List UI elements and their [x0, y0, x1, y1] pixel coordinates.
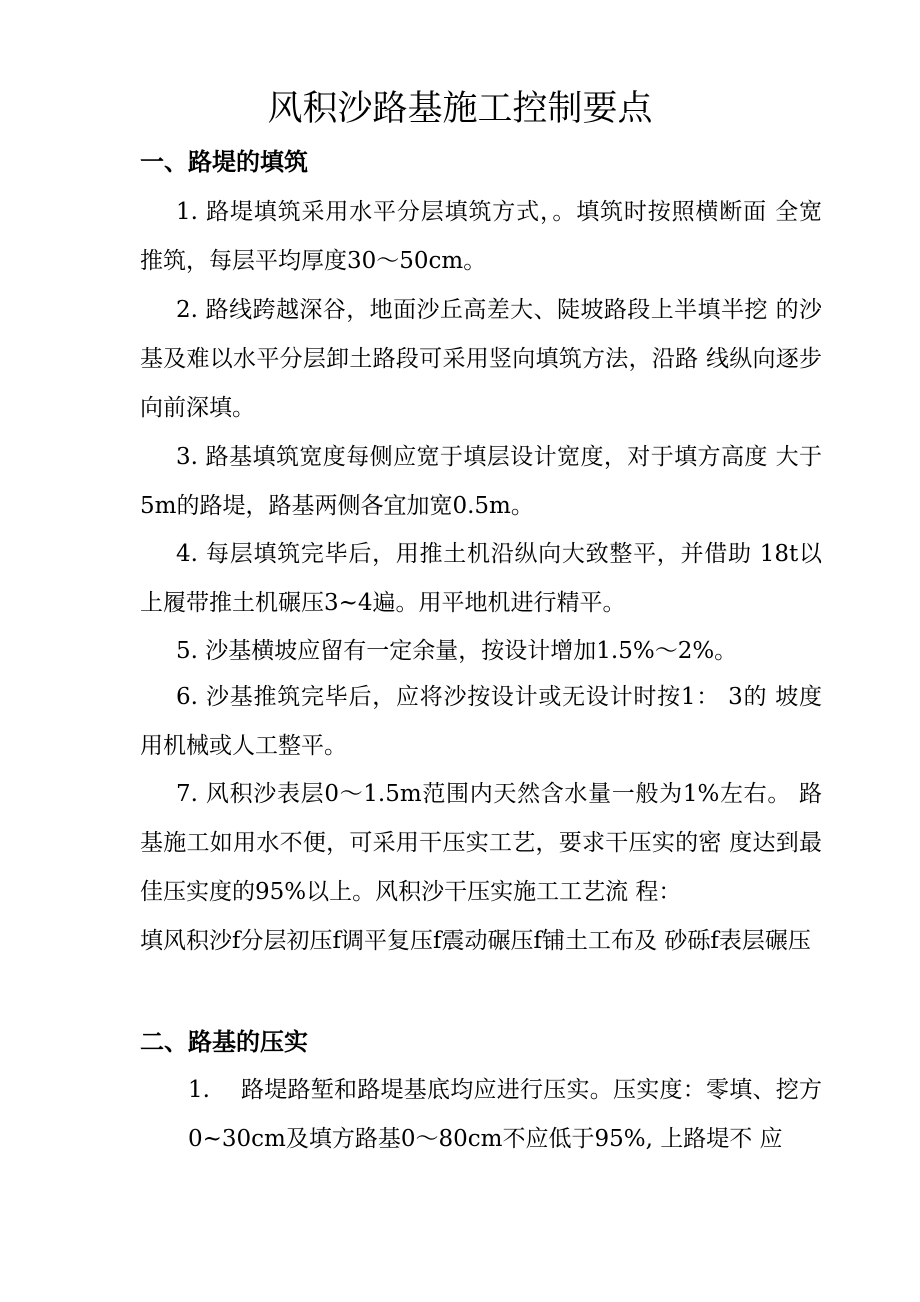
- paragraph-item-6: 6. 沙基推筑完毕后，应将沙按设计或无设计时按1： 3的 坡度用机械或人工整平。: [140, 684, 822, 759]
- process-flow-text: 填风积沙f分层初压f调平复压f震动碾压f铺土工布及 砂砾f表层碾压: [140, 928, 811, 954]
- paragraph-item-3: 3. 路基填筑宽度每侧应宽于填层设计宽度，对于填方高度 大于5m的路堤，路基两侧各宜加宽0.5m。: [140, 444, 822, 519]
- paragraph-item-2: 2. 路线跨越深谷，地面沙丘高差大、陡坡路段上半填半挖 的沙基及难以水平分层卸土路段可采用竖向填筑方法，沿路 线纵向逐步向前深填。: [140, 297, 822, 421]
- paragraph-item-1: 1. 路堤填筑采用水平分层填筑方式，。填筑时按照横断面 全宽推筑，每层平均厚度30〜50cm。: [140, 199, 822, 274]
- section-heading-subgrade-compaction: 二、路基的压实: [140, 1027, 308, 1056]
- paragraph-item-7: 7. 风积沙表层0〜1.5m范围内天然含水量一般为1%左右。 路基施工如用水不便，可采用干压实工艺，要求干压实的密 度达到最佳压实度的95%以上。风积沙干压实施工工艺流 程：: [140, 781, 822, 905]
- paragraph-item-4: 4. 每层填筑完毕后，用推土机沿纵向大致整平，并借助 18t以上履带推土机碾压3~4遍。用平地机进行精平。: [140, 541, 822, 616]
- section-heading-embankment-filling: 一、路堤的填筑: [140, 147, 308, 176]
- paragraph-item-5: 5. 沙基横坡应留有一定余量，按设计增加1.5%〜2%。: [176, 638, 738, 664]
- document-title: 风积沙路基施工控制要点: [267, 89, 653, 129]
- paragraph-compaction-item-1: 1. 路堤路堑和路堤基底均应进行压实。压实度：零填、挖方0~30cm及填方路基0〜80cm不应低于95%, 上路堤不 应: [188, 1077, 822, 1152]
